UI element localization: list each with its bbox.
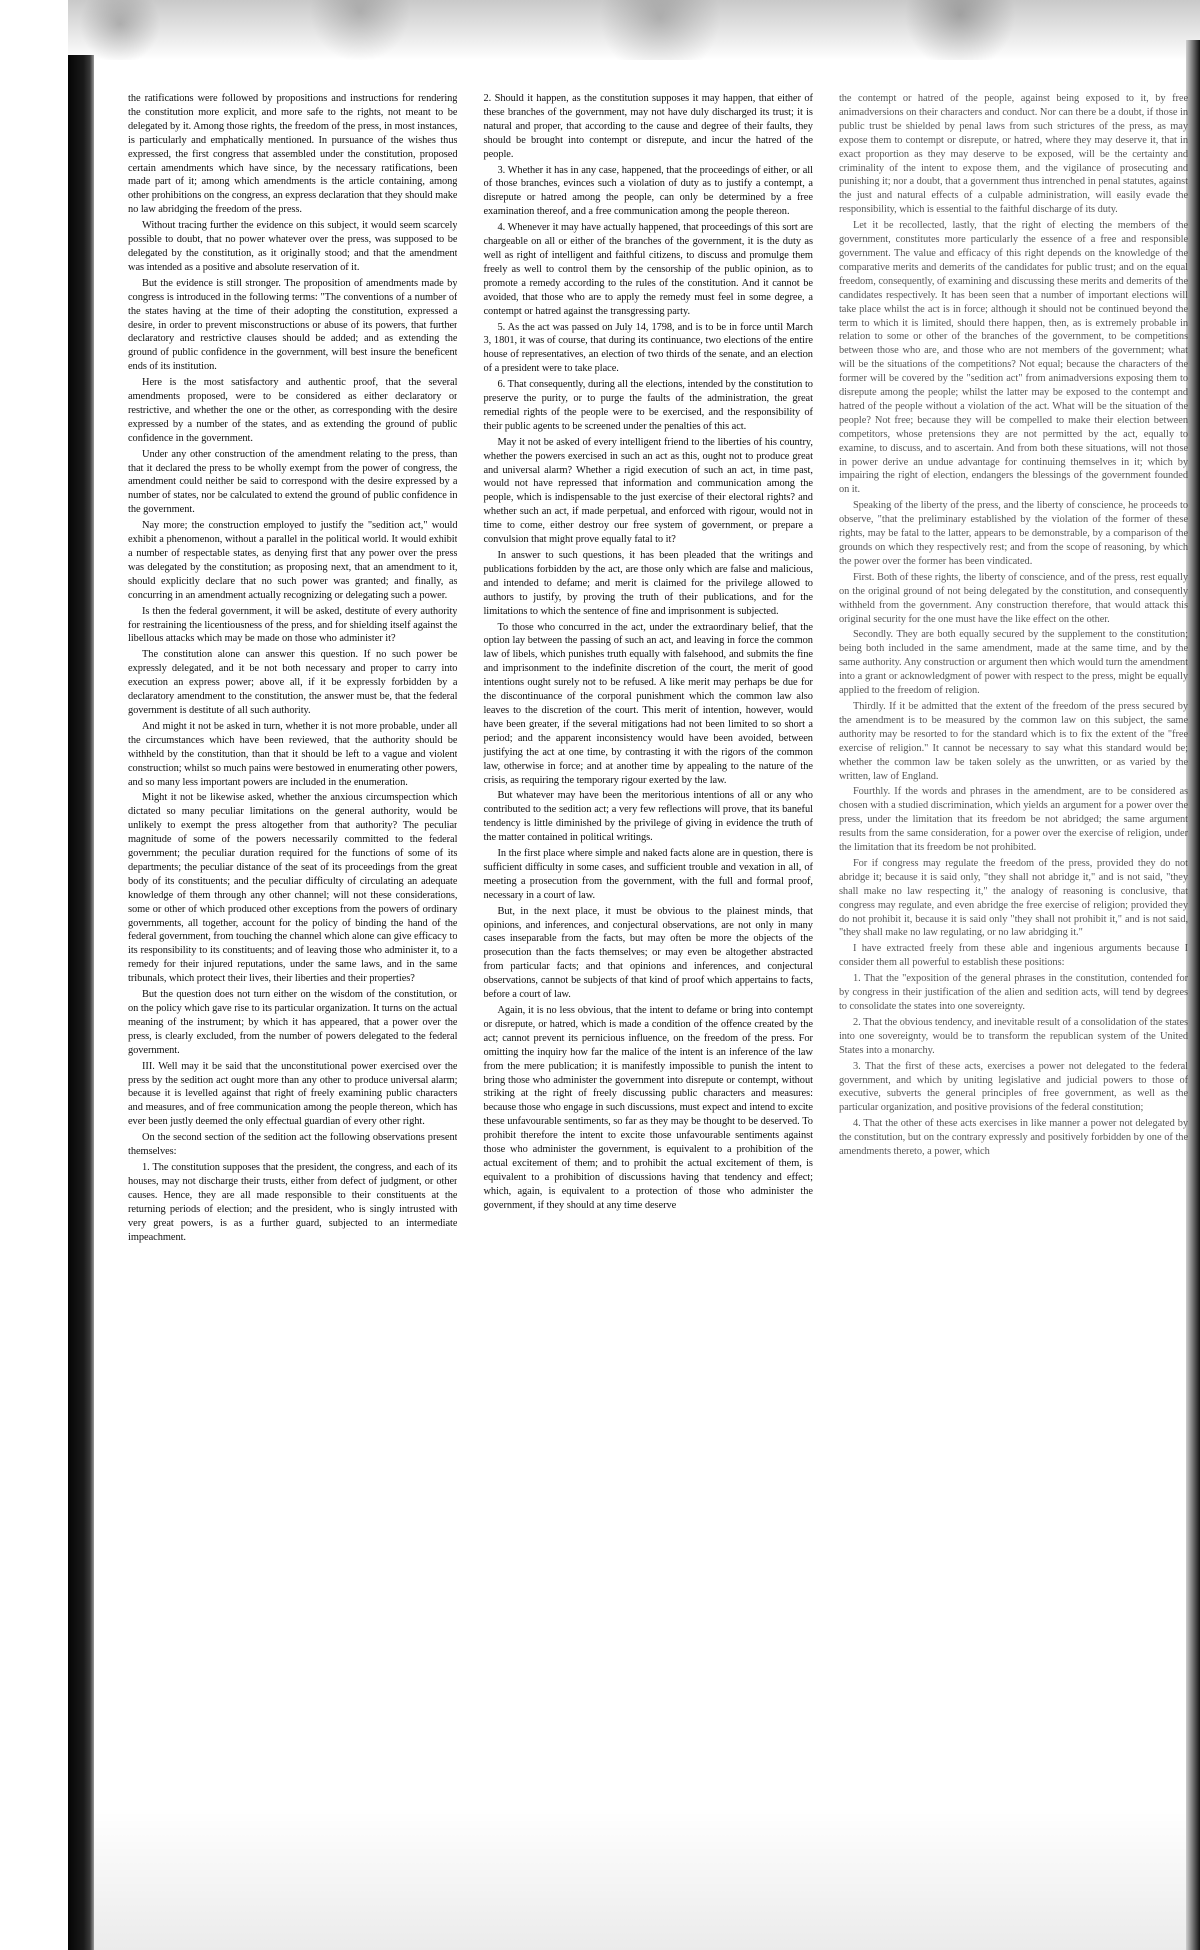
paragraph: the ratifications were followed by propositions and instructions for rendering the constitution more explicit, and more safe to the rights, not meant to be delegated by it. Among those rights, the freedom of the press, in most instances, is particularly and emphatically mentioned. In pursuance of the wishes thus expressed, the first congress that assembled under the constitution, proposed certain amendments which have since, by the necessary ratifications, been made part of it; among which amendments is the article containing, among other prohibitions on the congress, an express declaration that they should make no law abridging the freedom of the press. <box>128 93 458 216</box>
paragraph: 1. The constitution supposes that the president, the congress, and each of its houses, may not discharge their trusts, either from defect of judgment, or other causes. Hence, they are all made responsible to their constituents at the returning periods of election; and the president, who is singly intrusted with very great powers, is as a further guard, subjected to an intermediate impeachment. <box>128 1161 458 1243</box>
paragraph: 4. Whenever it may have actually happened, that proceedings of this sort are chargeable on all or either of the branches of the government, it is the duty as well as right of intelligent and faithful citizens, to discuss and promulge them freely as well to control them by the censorship of the public opinion, as to promote a remedy according to the rules of the constitution. And it cannot be avoided, that those who are to apply the remedy must feel in some degree, a contempt or hatred against the transgressing party. <box>483 222 813 317</box>
paragraph: But, in the next place, it must be obvious to the plainest minds, that opinions, and inferences, and conjectural observations, are not only in many cases inseparable from the facts, but may often be more the objects of the prosecution than the facts themselves; or may even be altogether abstracted from particular facts; and that opinions and inferences, and conjectural observations, cannot be subjects of that kind of proof which appertains to facts, before a court of law. <box>483 905 813 1001</box>
paragraph: For if congress may regulate the freedom of the press, provided they do not abridge it; because it is said only, "they shall not abridge it," and is not said, "they shall make no law respecting it," the analogy of reasoning is conclusive, that congress may regulate, and even abridge the free exercise of religion; provided they do not prohibit it, because it is said only "they shall not prohibit it," and is not said, "they shall make no law regulating, or no law abridging it." <box>838 857 1189 939</box>
paragraph: Again, it is no less obvious, that the intent to defame or bring into contempt or disrepute, or hatred, which is made a condition of the offence created by the act; cannot prevent its pernicious influence, on the freedom of the press. For omitting the inquiry how far the malice of the intent is an inference of the law from the mere publication; it is manifestly impossible to punish the intent to bring those who administer the government into disrepute or contempt, without striking at the right of freely discussing public characters and measures: because those who engage in such discussions, must expect and intend to excite these unfavourable sentiments, so far as they may be thought to be deserved. To prohibit therefore the intent to excite those unfavourable sentiments against those who administer the government, is equivalent to a prohibition of the actual excitement of them; and to prohibit the actual excitement of them, is equivalent to a prohibition of discussions having that tendency and effect; which, again, is equivalent to a protection of those who administer the government, if they should at any time deserve <box>483 1005 813 1211</box>
paragraph: To those who concurred in the act, under the extraordinary belief, that the option lay between the passing of such an act, and leaving in force the common law of libels, which punishes truth equally with falsehood, and submits the fine and imprisonment to the indefinite discretion of the court, the merit of good intentions ought surely not to be refused. A like merit may perhaps be due for the discontinuance of the corporal punishment which the common law also leaves to the discretion of the court. This merit of intention, however, would have been greater, if the several mitigations had not been limited to so short a period; and the apparent inconsistency would have been avoided, between justifying the act at one time, by contrasting it with the rigors of the common law, otherwise in force; and at another time by appealing to the nature of the crisis, as requiring the temporary rigour exerted by the law. <box>483 621 813 786</box>
paragraph: But whatever may have been the meritorious intentions of all or any who contributed to the sedition act; a very few reflections will prove, that its baneful tendency is little diminished by the privilege of giving in evidence the truth of the matter contained in political writings. <box>483 790 813 844</box>
paragraph: 2. That the obvious tendency, and inevitable result of a consolidation of the states into one sovereignty, would be to transform the republican system of the United States into a monarchy. <box>838 1016 1189 1056</box>
paragraph: Without tracing further the evidence on this subject, it would seem scarcely possible to doubt, that no power whatever over the press, was supposed to be delegated by the constitution, as it originally stood; and that the amendment was intended as a positive and absolute reservation of it. <box>128 220 458 273</box>
left-margin <box>0 0 68 1950</box>
paragraph: 1. That the "exposition of the general phrases in the constitution, contended for by congress in their justification of the alien and sedition acts, will tend by degrees to consolidate the states into one sovereignty. <box>838 973 1189 1012</box>
text-column-3 <box>839 92 1188 1922</box>
paragraph: the contempt or hatred of the people, against being exposed to it, by free animadversions on their characters and conduct. Nor can there be a doubt, if those in public trust be shielded by penal laws from such strictures of the press, as may expose them to contempt or disrepute, or hatred, where they may deserve it, that in exact proportion as they may deserve to be exposed, will be the certainty and criminality of the intent to expose them, and the vigilance of prosecuting and punishing it; nor a doubt, that a government thus intrenched in penal statutes, against the just and natural effects of a culpable administration, will easily evade the responsibility, which is essential to the faithful discharge of its duty. <box>838 93 1189 216</box>
paragraph: Here is the most satisfactory and authentic proof, that the several amendments proposed, were to be considered as either declaratory or restrictive, and whether the one or the other, as corresponding with the desire expressed by a number of the states, and as extending the ground of public confidence in the government. <box>128 377 458 444</box>
paragraph: Fourthly. If the words and phrases in the amendment, are to be considered as chosen with a studied discrimination, which yields an argument for a power over the press, under the limitation that its freedom be not abridged; the same argument results from the same consideration, for a power over the exercise of religion, under the limitation that its freedom be not prohibited. <box>838 786 1189 854</box>
paragraph: Is then the federal government, it will be asked, destitute of every authority for restraining the licentiousness of the press, and for shielding itself against the libellous attacks which may be made on those who administer it? <box>128 605 458 645</box>
paragraph: I have extracted freely from these able and ingenious arguments because I consider them all powerful to establish these positions: <box>838 943 1189 969</box>
paragraph: May it not be asked of every intelligent friend to the liberties of his country, whether the powers exercised in such an act as this, ought not to produce great and universal alarm? Whether a rigid execution of such an act, in time past, would not have repressed that information and communication among the people, which is indispensable to the just exercise of their electoral rights? and whether such an act, if made perpetual, and enforced with rigour, would not in time to come, either destroy our free system of government, or prepare a convulsion that might prove equally fatal to it? <box>483 436 813 546</box>
paragraph: Nay more; the construction employed to justify the "sedition act," would exhibit a phenomenon, without a parallel in the political world. It would exhibit a number of respectable states, as denying first that any power over the press was delegated by the constitution; as proposing next, that an amendment to it, should explicitly declare that no such power was granted; and finally, as concurring in an amendment actually recognizing or delegating such a power. <box>128 520 458 601</box>
paragraph: The constitution alone can answer this question. If no such power be expressly delegated, and it be not both necessary and proper to carry into execution an express power; above all, if it be expressly forbidden by a declaratory amendment to the constitution, the answer must be, that the federal government is destitute of all such authority. <box>128 649 458 716</box>
document-page <box>128 92 1188 1922</box>
paragraph: 6. That consequently, during all the elections, intended by the constitution to preserve the purity, or to purge the faults of the administration, the great remedial rights of the people were to be exercised, and the responsibility of their public agents to be screened under the penalties of this act. <box>483 379 813 432</box>
text-column-1 <box>128 92 457 1922</box>
paragraph: First. Both of these rights, the liberty of conscience, and of the press, rest equally on the original ground of not being delegated by the constitution, and consequently withheld from the government. Any construction therefore, that would attack this original security for the one must have the like effect on the other. <box>838 571 1189 625</box>
paragraph: III. Well may it be said that the unconstitutional power exercised over the press by the sedition act ought more than any other to produce universal alarm; because it is levelled against that right of freely examining public characters and measures, and of free communication among the people thereon, which has ever been justly deemed the only effectual guardian of every other right. <box>128 1060 458 1128</box>
paragraph: 3. Whether it has in any case, happened, that the proceedings of either, or all of those branches, evinces such a violation of duty as to justify a contempt, a disrepute or hatred among the people, can only be determined by a free examination thereof, and a free communication among the people thereon. <box>483 164 813 218</box>
scan-top-edge <box>0 0 1200 60</box>
binding-shadow <box>68 55 94 1950</box>
paragraph: 4. That the other of these acts exercises in like manner a power not delegated by the constitution, but on the contrary expressly and positively forbidden by one of the amendments thereto, a power, which <box>838 1118 1189 1158</box>
right-page-edge <box>1186 40 1200 1950</box>
paragraph: In answer to such questions, it has been pleaded that the writings and publications forbidden by the act, are those only which are false and malicious, and intended to defame; and merit is claimed for the privilege allowed to authors to justify, by proving the truth of their publications, and for the limitations to which the sentence of fine and imprisonment is subjected. <box>483 550 813 617</box>
paragraph: 2. Should it happen, as the constitution supposes it may happen, that either of these branches of the government, may not have duly discharged its trust; it is natural and proper, that according to the cause and degree of their faults, they should be brought into contempt or disrepute, and incur the hatred of the people. <box>483 93 813 160</box>
paragraph: Speaking of the liberty of the press, and the liberty of conscience, he proceeds to observe, "that the preliminary established by the violation of the former of these rights, may be fatal to the latter, appears to be demonstrable, by a comparison of the grounds on which they respectively rest; and from the scope of reasoning, by which the power over the former has been vindicated. <box>838 500 1189 567</box>
paragraph: And might it not be asked in turn, whether it is not more probable, under all the circumstances which have been reviewed, that the authority should be withheld by the constitution, than that it should be left to a vague and violent construction; whilst so much pains were bestowed in enumerating other powers, and so many less important powers are included in the enumeration. <box>128 720 458 788</box>
paragraph: 5. As the act was passed on July 14, 1798, and is to be in force until March 3, 1801, it was of course, that during its continuance, two elections of the entire house of representatives, an election of two thirds of the senate, and an election of a president were to take place. <box>483 321 813 375</box>
paragraph: But the evidence is still stronger. The proposition of amendments made by congress is introduced in the following terms: "The conventions of a number of the states having at the time of their adopting the constitution, expressed a desire, in order to prevent misconstructions or abuse of its powers, that further declaratory and restrictive clauses should be added; and as extending the ground of public confidence in the government, will best insure the beneficent ends of its institution. <box>128 277 458 373</box>
paragraph: But the question does not turn either on the wisdom of the constitution, or on the policy which gave rise to its particular organization. It turns on the actual meaning of the instrument; by which it has appeared, that a power over the press, is clearly excluded, from the number of powers delegated to the federal government. <box>128 989 458 1056</box>
paragraph: 3. That the first of these acts, exercises a power not delegated to the federal government, and which by uniting legislative and judicial powers to those of executive, subverts the general principles of free government, as well as the particular organization, and positive provisions of the federal constitution; <box>838 1060 1189 1114</box>
text-column-2 <box>483 92 812 1922</box>
paragraph: Let it be recollected, lastly, that the right of electing the members of the government, constitutes more particularly the essence of a free and responsible government. The value and efficacy of this right depends on the knowledge of the comparative merits and demerits of the candidates for public trust; and on the equal freedom, consequently, of examining and discussing these merits and demerits of the candidates respectively. It has been seen that a number of important elections will take place whilst the act is in force; although it should not be continued beyond the term to which it is limited, should there happen, then, as is extremely probable in relation to some or other of the branches of the government, to be competitions between those who are, and those who are not members of the government; what will be the situations of the competitions? Not equal; because the characters of the former will be covered by the "sedition act" from animadversions exposing them to disrepute among the people; whilst the latter may be exposed to the contempt and hatred of the people without a violation of the act. What will be the situation of the people? Not free; because they will be compelled to make their election between competitors, whose pretensions they are not permitted by the act, equally to examine, to discuss, and to ascertain. And from both these situations, will not those in power derive an undue advantage for continuing themselves in it; which by impairing the right of election, endangers the blessings of the government founded on it. <box>838 220 1189 496</box>
paragraph: Under any other construction of the amendment relating to the press, than that it declared the press to be wholly exempt from the power of congress, the amendment could neither be said to correspond with the desire expressed by a number of states, nor be calculated to extend the ground of public confidence in the government. <box>128 448 458 516</box>
paragraph: Thirdly. If it be admitted that the extent of the freedom of the press secured by the amendment is to be measured by the common law on this subject, the same authority may be resorted to for the standard which is to fix the extent of the "free exercise of religion." It cannot be necessary to say what this standard would be; whether the common law be taken solely as the unwritten, or as varied by the written, law of England. <box>838 700 1189 782</box>
paragraph: Might it not be likewise asked, whether the anxious circumspection which dictated so many peculiar limitations on the general authority, would be unlikely to exempt the press altogether from that authority? The peculiar magnitude of some of the powers necessarily committed to the federal government; the peculiar duration required for the functions of some of its departments; the peculiar distance of the seat of its proceedings from the great body of its constituents; and the peculiar difficulty of circulating an adequate knowledge of them through any other channel; will not these considerations, some or other of which produced other exceptions from the powers of ordinary governments, all together, account for the policy of binding the hand of the federal government, from touching the channel which alone can give efficacy to its responsibility to its constituents; and of leaving those who administer it, to a remedy for their injured reputations, under the same laws, and in the same tribunals, which protect their lives, their liberties and their properties? <box>128 792 458 985</box>
paragraph: On the second section of the sedition act the following observations present themselves: <box>128 1132 458 1158</box>
paragraph: Secondly. They are both equally secured by the supplement to the constitution; being both included in the same amendment, made at the same time, and by the same authority. Any construction or argument then which would turn the amendment into a grant or acknowledgment of power with respect to the press, might be equally applied to the freedom of religion. <box>838 629 1189 697</box>
paragraph: In the first place where simple and naked facts alone are in question, there is sufficient difficulty in some cases, and sufficient trouble and vexation in all, of meeting a prosecution from the government, with the full and formal proof, necessary in a court of law. <box>483 848 813 901</box>
